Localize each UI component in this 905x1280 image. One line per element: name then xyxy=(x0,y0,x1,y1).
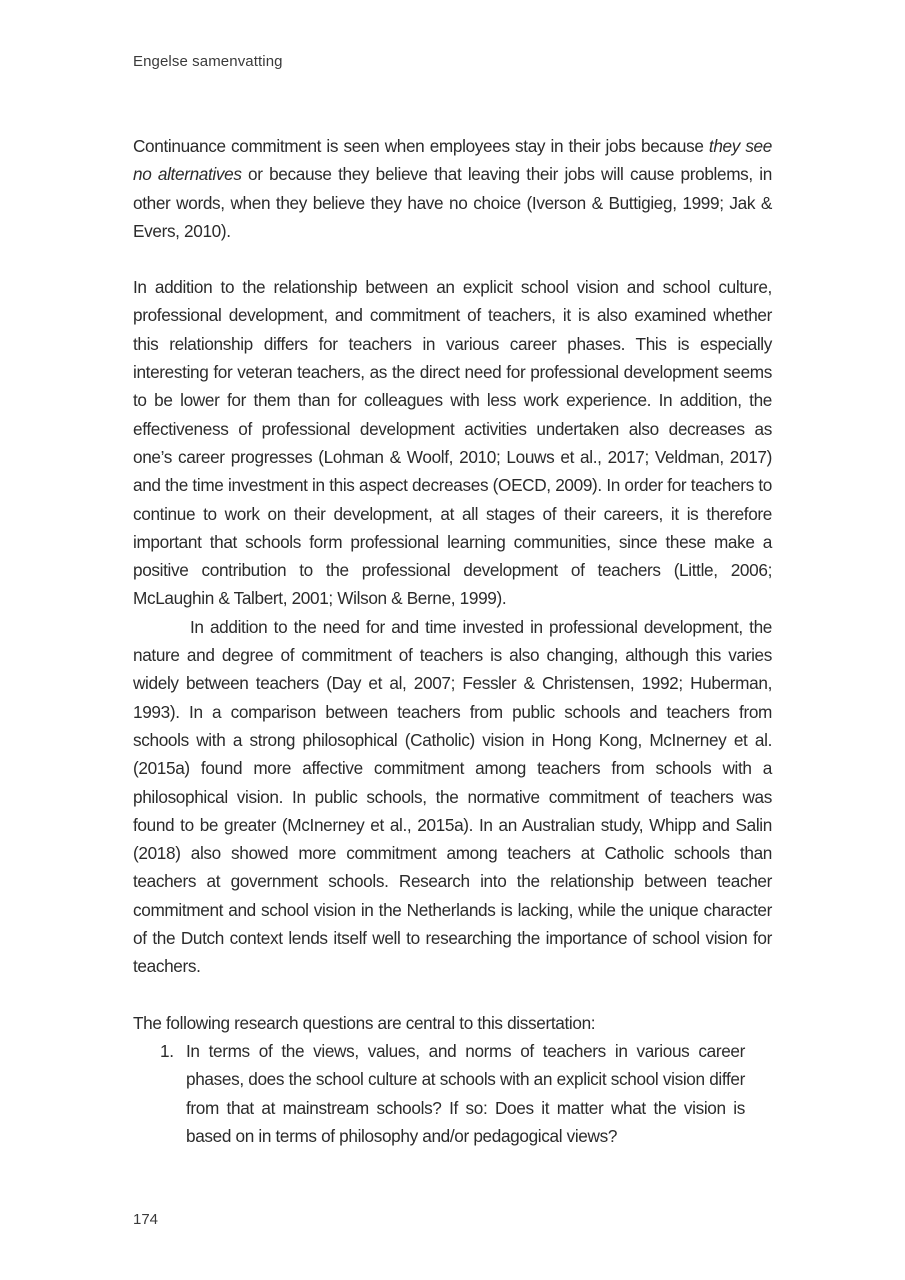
body-text xyxy=(133,132,772,1150)
list-item-text: In terms of the views, values, and norms of teachers in various career phases, does the school culture at schools with an explicit school vision differ from that at mainstream schools? If so: Does it matter what the vision is based on in terms of philosophy and/or pedagogical views? xyxy=(186,1040,745,1146)
paragraph-career-phases: In addition to the relationship between an explicit school vision and school culture, professional development, and commitment of teachers, it is also examined whether this relationship differs for teachers in various career phases. This is especially interesting for veteran teachers, as the direct need for professional development seems to be lower for them than for colleagues with less work experience. In addition, the effectiveness of professional development activities undertaken also decreases as one’s career progresses (Lohman & Woolf, 2010; Louws et al., 2017; Veldman, 2017) and the time investment in this aspect decreases (OECD, 2009). In order for teachers to continue to work on their development, at all stages of their careers, it is therefore important that schools form professional learning communities, since these make a positive contribution to the professional development of teachers (Little, 2006; McLaughin & Talbert, 2001; Wilson & Berne, 1999). xyxy=(133,277,772,609)
paragraph-continuance-commitment xyxy=(133,132,772,245)
research-questions-list xyxy=(133,1037,745,1150)
running-header: Engelse samenvatting xyxy=(133,53,283,70)
list-item xyxy=(133,1037,745,1150)
paragraph-research-questions-intro: The following research questions are central to this dissertation: xyxy=(133,1012,596,1033)
page-number: 174 xyxy=(133,1211,159,1228)
paragraph-commitment-changes: In addition to the need for and time invested in professional development, the nature and degree of commitment of teachers is also changing, although this varies widely between teachers (Day et al, 2007; Fessler & Christensen, 1992; Huberman, 1993). In a comparison between teachers from public schools and teachers from schools with a strong philosophical (Catholic) vision in Hong Kong, McInerney et al. (2015a) found more affective commitment among teachers from schools with a philosophical vision. In public schools, the normative commitment of teachers was found to be greater (McInerney et al., 2015a). In an Australian study, Whipp and Salin (2018) also showed more commitment among teachers at Catholic schools than teachers at government schools. Research into the relationship between teacher commitment and school vision in the Netherlands is lacking, while the unique character of the Dutch context lends itself well to researching the importance of school vision for teachers. xyxy=(133,616,772,977)
p1-text-after: or because they believe that leaving their jobs will cause problems, in other words, when they believe they have no choice (Iverson & Buttigieg, 1999; Jak & Evers, 2010). xyxy=(133,164,772,241)
list-item-number: 1. xyxy=(160,1040,174,1061)
p1-emphasis: they see no alternatives xyxy=(133,136,772,185)
p1-text-before: Continuance commitment is seen when employees stay in their jobs because xyxy=(133,136,709,156)
